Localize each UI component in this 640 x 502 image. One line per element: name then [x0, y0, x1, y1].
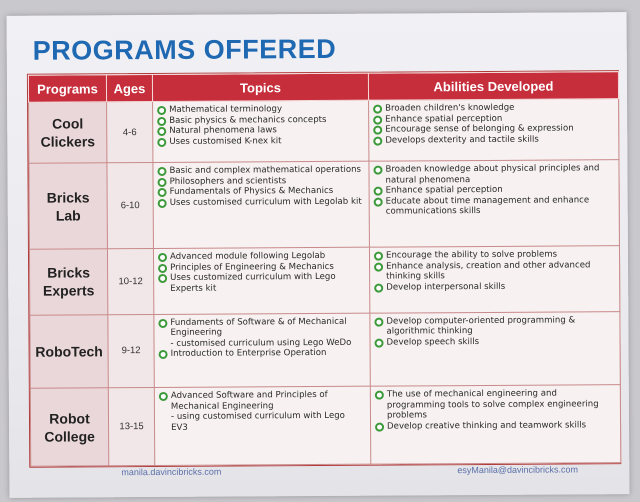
topics-cell: [153, 161, 370, 249]
ability-item: Educate about time management and enhance communications skills: [374, 195, 613, 218]
header-abilities: Abilities Developed: [368, 72, 618, 101]
topic-item: Basic physics & mechanics concepts: [157, 114, 362, 126]
table-row: [29, 99, 619, 164]
age-range: 9-12: [108, 314, 154, 388]
table-row: [29, 246, 619, 315]
program-name: [30, 388, 108, 466]
ability-item: Develops dexterity and tactile skills: [373, 134, 612, 146]
age-range: 4-6: [107, 102, 153, 163]
topic-item: Uses customised curriculum with Legolab kit: [158, 197, 363, 209]
topics-cell: [153, 100, 369, 162]
header-programs: Programs: [28, 75, 106, 102]
footer-website: manila.davincibricks.com: [121, 466, 222, 478]
program-name: [30, 314, 108, 388]
topic-item: Fundaments of Software & of Mechanical Engineering: [158, 316, 363, 338]
footer-email: esyManila@davincibricks.com: [457, 464, 579, 476]
topics-cell: [154, 313, 370, 388]
ability-item: Develop computer-oriented programming & algorithmic thinking: [374, 315, 613, 338]
abilities-cell: [369, 99, 619, 162]
table-row: [29, 160, 620, 250]
header-topics: Topics: [152, 73, 368, 101]
programs-table-frame: [27, 70, 621, 468]
topic-item: Advanced Software and Principles of Mechanical Engineering: [159, 390, 364, 412]
table-header-row: [28, 72, 618, 103]
topic-item: Fundamentals of Physics & Mechanics: [158, 186, 363, 198]
topics-cell: [154, 386, 370, 465]
program-name-line: Clickers: [40, 133, 96, 150]
topics-cell: [153, 247, 369, 314]
abilities-cell: [369, 160, 620, 248]
age-range: 6-10: [107, 163, 154, 250]
age-range: 13-15: [108, 388, 154, 466]
topic-item: - customised curriculum using Lego WeDo: [170, 337, 352, 349]
programs-table: [28, 71, 621, 467]
ability-item: Enhance analysis, creation and other advanced thinking skills: [374, 260, 613, 283]
program-name-line: Cool: [52, 115, 84, 132]
program-name-line: Bricks: [46, 189, 90, 206]
table-row: [30, 311, 620, 388]
abilities-cell: [369, 246, 619, 313]
abilities-cell: [370, 385, 620, 464]
ability-item: Encourage sense of belonging & expression: [373, 123, 612, 135]
topic-item: - using customised curriculum with Lego EV3: [170, 411, 345, 433]
topic-item: Philosophers and scientists: [158, 175, 363, 187]
topic-item: Basic and complex mathematical operations: [157, 165, 362, 177]
ability-item: Enhance spatial perception: [374, 184, 613, 196]
program-name: [29, 249, 107, 315]
table-row: [30, 385, 620, 466]
program-name-line: Bricks: [47, 264, 91, 282]
ability-item: Develop interpersonal skills: [374, 281, 613, 293]
program-name-line: RoboTech: [35, 343, 103, 360]
topic-item: Principles of Engineering & Mechanics: [158, 262, 363, 274]
program-name-line: College: [44, 427, 95, 445]
program-name-line: Experts: [42, 282, 95, 300]
program-name: [29, 163, 108, 250]
ability-item: Encourage the ability to solve problems: [374, 249, 613, 261]
ability-item: Develop speech skills: [375, 336, 614, 348]
brochure-page: [7, 12, 630, 498]
program-name-line: Robot: [49, 409, 90, 427]
topic-item: Natural phenomena laws: [157, 125, 362, 137]
program-name: [29, 102, 107, 163]
abilities-cell: [370, 311, 620, 386]
header-ages: Ages: [106, 75, 152, 102]
program-name-line: Lab: [55, 207, 81, 224]
topic-item: Mathematical terminology: [157, 104, 362, 116]
topic-item: Introduction to Enterprise Operation: [159, 348, 364, 360]
ability-item: Develop creative thinking and teamwork skills: [375, 420, 614, 432]
age-range: 10-12: [107, 249, 153, 314]
ability-item: The use of mechanical engineering and programming tools to solve complex engineering problems: [375, 388, 614, 421]
ability-item: Broaden children's knowledge: [373, 102, 612, 114]
ability-item: Broaden knowledge about physical principles and natural phenomena: [373, 163, 612, 186]
topic-item: Uses customised K-nex kit: [157, 136, 362, 148]
topic-item: Advanced module following Legolab: [158, 251, 363, 263]
ability-item: Enhance spatial perception: [373, 113, 612, 125]
topic-item: Uses customized curriculum with Lego Experts kit: [158, 272, 363, 294]
page-title: PROGRAMS OFFERED: [32, 33, 337, 66]
